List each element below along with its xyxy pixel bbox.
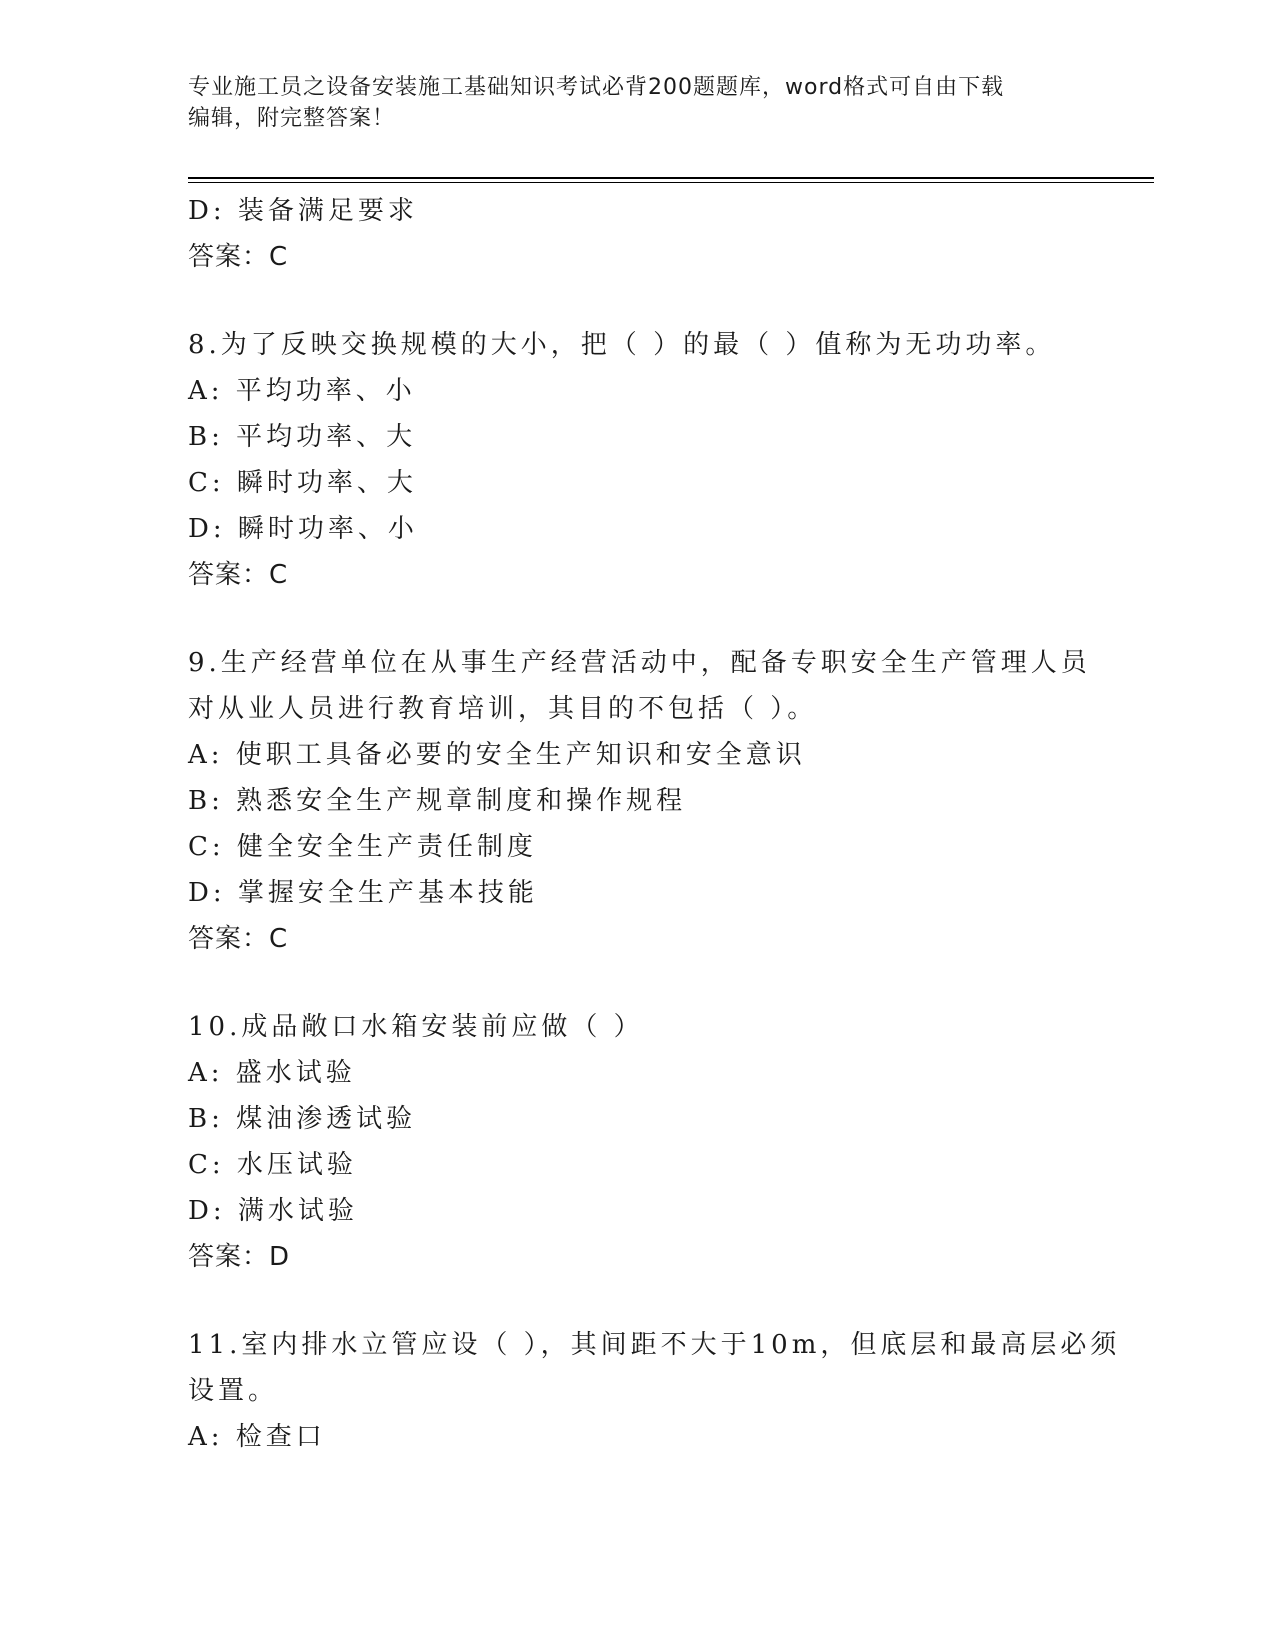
option-d: D: 装备满足要求 bbox=[188, 196, 418, 226]
document-header bbox=[188, 72, 1068, 134]
option-b: B: 熟悉安全生产规章制度和操作规程 bbox=[188, 786, 687, 816]
question-9 bbox=[188, 640, 1091, 962]
option-c: C: 健全安全生产责任制度 bbox=[188, 832, 537, 862]
option-d: D: 瞬时功率、小 bbox=[188, 514, 418, 544]
option-c: C: 瞬时功率、大 bbox=[188, 468, 417, 498]
option-b: B: 煤油渗透试验 bbox=[188, 1104, 417, 1134]
question-stem: 8.为了反映交换规模的大小，把（ ）的最（ ）值称为无功功率。 bbox=[188, 330, 1056, 360]
option-c: C: 水压试验 bbox=[188, 1150, 357, 1180]
header-line-2: 编辑，附完整答案！ bbox=[188, 106, 396, 131]
answer: 答案：D bbox=[188, 1242, 291, 1272]
question-11 bbox=[188, 1322, 1121, 1460]
option-a: A: 盛水试验 bbox=[188, 1058, 356, 1088]
header-line-1: 专业施工员之设备安装施工基础知识考试必背200题题库，word格式可自由下载 bbox=[188, 75, 1005, 100]
option-a: A: 使职工具备必要的安全生产知识和安全意识 bbox=[188, 740, 806, 770]
option-d: D: 掌握安全生产基本技能 bbox=[188, 878, 538, 908]
header-divider-thick bbox=[188, 177, 1154, 179]
question-stem: 10.成品敞口水箱安装前应做（ ） bbox=[188, 1012, 644, 1042]
option-d: D: 满水试验 bbox=[188, 1196, 358, 1226]
question-stem-line-2: 对从业人员进行教育培训，其目的不包括（ ）。 bbox=[188, 694, 818, 724]
question-10 bbox=[188, 1004, 1088, 1280]
option-a: A: 检查口 bbox=[188, 1422, 326, 1452]
question-7 bbox=[188, 188, 1088, 280]
option-a: A: 平均功率、小 bbox=[188, 376, 416, 406]
question-stem-line-1: 9.生产经营单位在从事生产经营活动中，配备专职安全生产管理人员 bbox=[188, 648, 1091, 678]
option-b: B: 平均功率、大 bbox=[188, 422, 417, 452]
answer: 答案：C bbox=[188, 560, 289, 590]
question-8 bbox=[188, 322, 1088, 598]
question-list bbox=[188, 188, 1121, 1460]
header-divider-thin bbox=[188, 182, 1154, 183]
question-stem-line-2: 设置。 bbox=[188, 1376, 279, 1406]
answer: 答案：C bbox=[188, 924, 289, 954]
question-stem-line-1: 11.室内排水立管应设（ ），其间距不大于10m，但底层和最高层必须 bbox=[188, 1330, 1121, 1360]
answer: 答案：C bbox=[188, 242, 289, 272]
